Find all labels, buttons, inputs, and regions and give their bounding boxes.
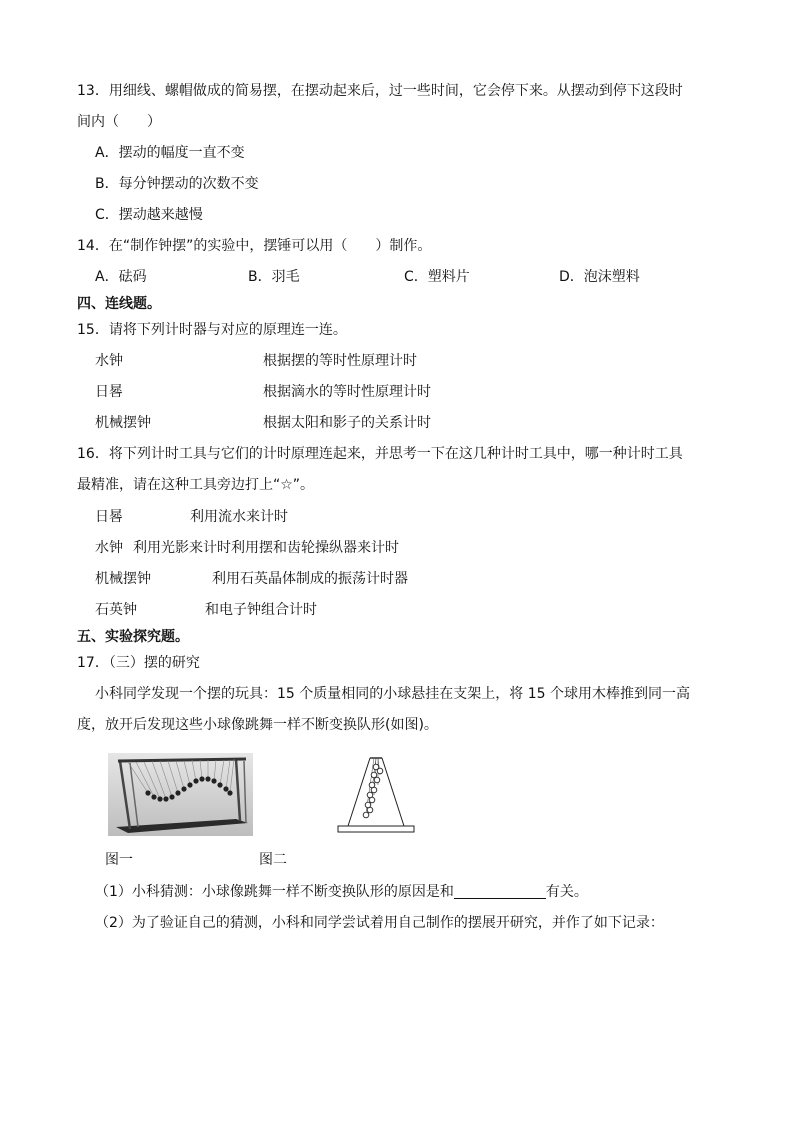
q15-right-item: 根据摆的等时性原理计时 — [263, 353, 417, 369]
figure-2-pendulum-side-view — [336, 755, 416, 836]
q17-sub1-text-before: （1）小科猜测：小球像跳舞一样不断变换队形的原因是和 — [95, 884, 454, 900]
q16-principle: 利用流水来计时 — [190, 509, 288, 525]
q13-option-b: B．每分钟摆动的次数不变 — [95, 176, 259, 192]
section-4-heading: 四、连线题。 — [77, 296, 161, 312]
q14-option-c: C．塑料片 — [404, 269, 470, 285]
q16-tool: 石英钟 — [95, 602, 137, 618]
answer-blank[interactable] — [454, 884, 546, 899]
q17-sub1 — [95, 882, 588, 902]
q15-left-item: 日晷 — [95, 384, 123, 400]
q16-tool: 日晷 — [95, 509, 123, 525]
q17-stem: 17．（三）摆的研究 — [77, 655, 200, 671]
q14-option-b: B．羽毛 — [248, 269, 300, 285]
q15-left-item: 机械摆钟 — [95, 415, 151, 431]
q13-option-a: A．摆动的幅度一直不变 — [95, 145, 245, 161]
q17-paragraph-line1: 小科同学发现一个摆的玩具：15 个质量相同的小球悬挂在支架上，将 15 个球用木棒推到同一高 — [95, 686, 690, 702]
q16-tool: 机械摆钟 — [95, 571, 151, 587]
q13-stem-line2: 间内（ ） — [77, 114, 161, 130]
q16-stem-line2: 最精准，请在这种工具旁边打上“☆”。 — [77, 477, 315, 493]
q14-stem: 14．在“制作钟摆”的实验中，摆锤可以用（ ）制作。 — [77, 238, 432, 254]
figure-1-caption: 图一 — [105, 852, 133, 868]
q17-sub1-text-after: 有关。 — [545, 884, 588, 900]
q14-option-d: D．泡沫塑料 — [559, 269, 640, 285]
q15-left-item: 水钟 — [95, 353, 123, 369]
q16-principle: 和电子钟组合计时 — [205, 602, 317, 618]
q16-tool: 水钟 — [95, 540, 123, 556]
q17-paragraph-line2: 度，放开后发现这些小球像跳舞一样不断变换队形(如图)。 — [77, 717, 438, 733]
q15-right-item: 根据滴水的等时性原理计时 — [263, 384, 431, 400]
q15-stem: 15．请将下列计时器与对应的原理连一连。 — [77, 322, 347, 338]
section-5-heading: 五、实验探究题。 — [77, 629, 189, 645]
q16-stem-line1: 16．将下列计时工具与它们的计时原理连起来，并思考一下在这几种计时工具中，哪一种计时工具 — [77, 446, 683, 462]
q15-right-item: 根据太阳和影子的关系计时 — [263, 415, 431, 431]
q16-principle: 利用石英晶体制成的振荡计时器 — [212, 571, 408, 587]
figure-2-caption: 图二 — [259, 852, 287, 868]
figure-1-pendulum-toy — [108, 753, 253, 836]
q17-sub2: （2）为了验证自己的猜测，小科和同学尝试着用自己制作的摆展开研究，并作了如下记录： — [95, 915, 664, 931]
q16-principle: 利用光影来计时利用摆和齿轮操纵器来计时 — [133, 540, 399, 556]
q13-stem-line1: 13．用细线、螺帽做成的简易摆，在摆动起来后，过一些时间，它会停下来。从摆动到停下这段时 — [77, 83, 683, 99]
q14-option-a: A．砝码 — [95, 269, 147, 285]
q13-option-c: C．摆动越来越慢 — [95, 207, 203, 223]
